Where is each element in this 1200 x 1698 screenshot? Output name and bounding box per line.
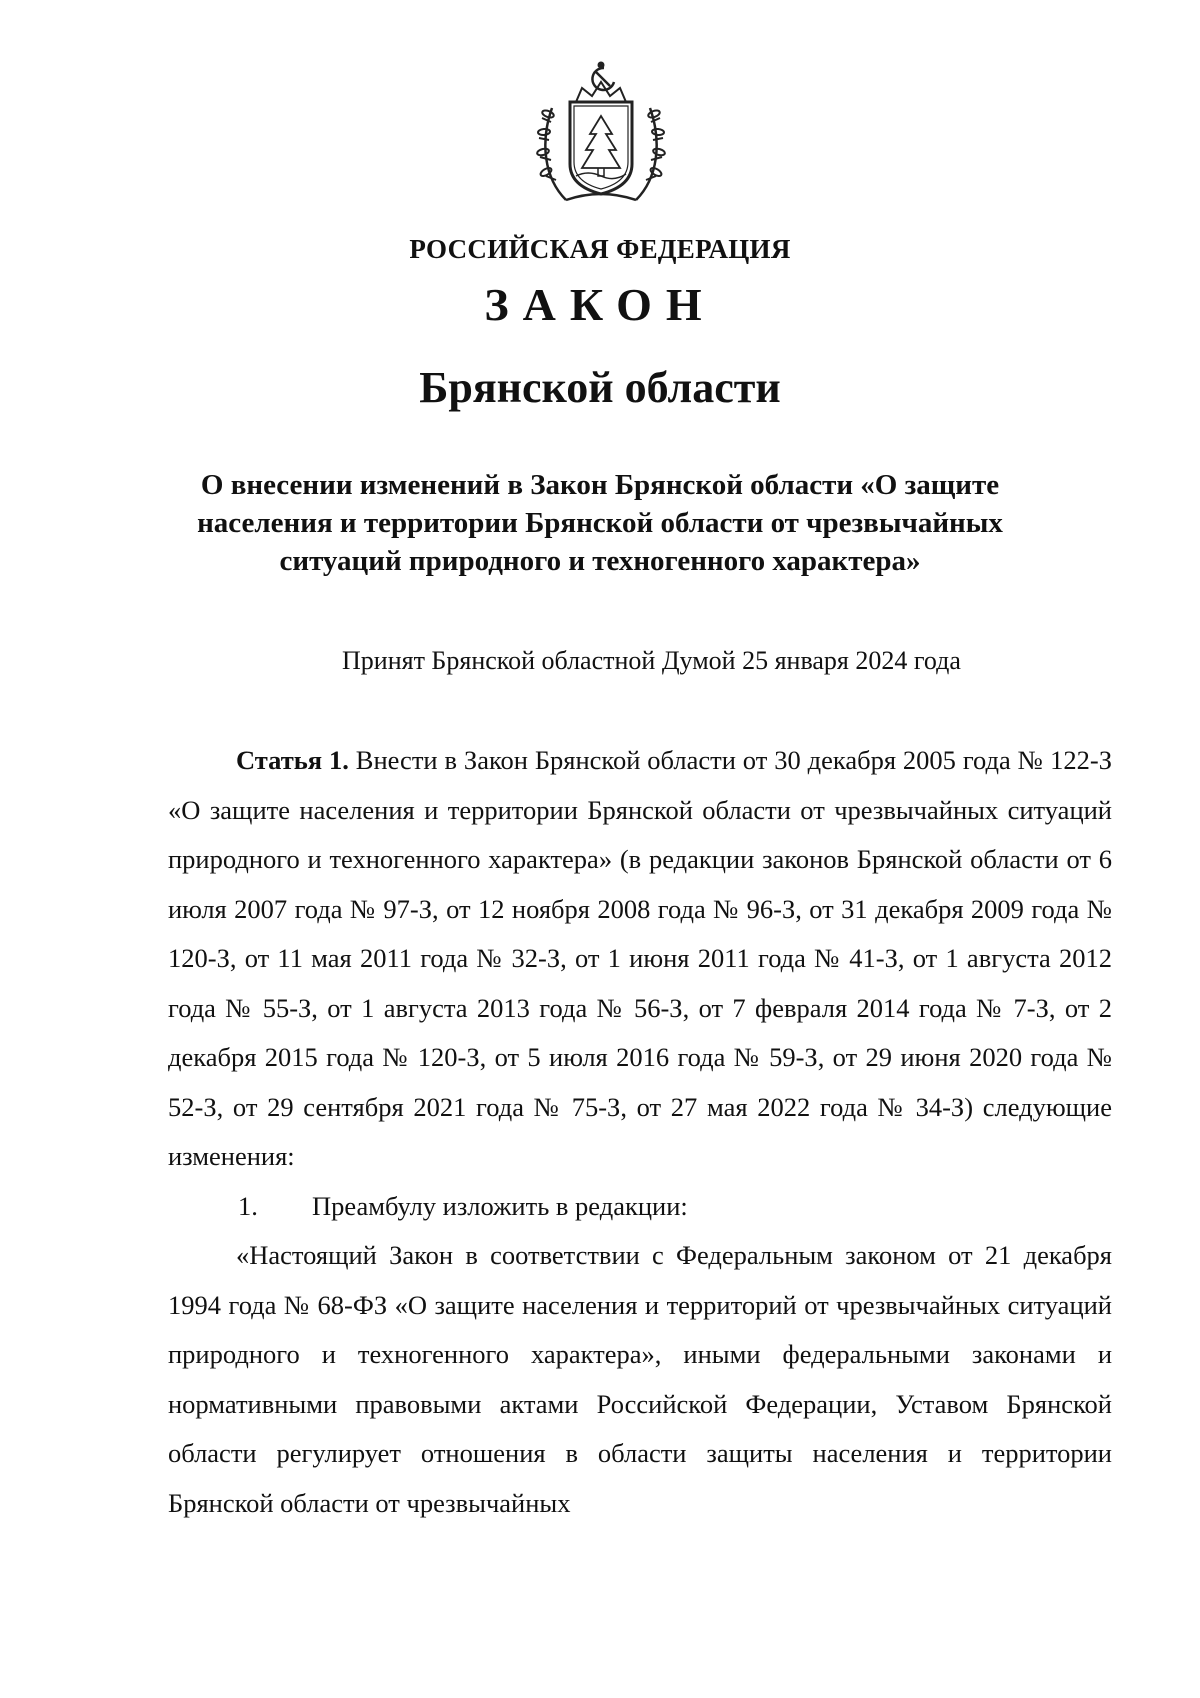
region-heading: Брянской области: [419, 363, 781, 412]
coat-of-arms-emblem: [536, 60, 666, 208]
adoption-note: Принят Брянской областной Думой 25 января 2024 года: [342, 646, 961, 675]
country-heading: РОССИЙСКАЯ ФЕДЕРАЦИЯ: [409, 234, 791, 264]
item-1-text: Преамбулу изложить в редакции:: [312, 1190, 688, 1221]
article-1-label: Статья 1.: [236, 745, 349, 775]
article-1-text: Внести в Закон Брянской области от 30 декабря 2005 года № 122-З «О защите населения и территории Брянской области от чрезвычайных ситуаций природного и техногенного характера» (в редакции законов Брянской области от 6 июля 2007 года № 97-З, от 12 ноября 2008 года № 96-З, от 31 декабря 2009 года № 120-З, от 11 мая 2011 года № 32-З, от 1 июня 2011 года № 41-З, от 1 августа 2012 года № 55-З, от 1 августа 2013 года № 56-З, от 7 февраля 2014 года № 7-З, от 2 декабря 2015 года № 120-З, от 5 июля 2016 года № 59-З, от 29 июня 2020 года № 52-З, от 29 сентября 2021 года № 75-З, от 27 мая 2022 года № 34-З) следующие изменения:: [168, 745, 1113, 1171]
preamble-paragraph: «Настоящий Закон в соответствии с Федеральным законом от 21 декабря 1994 года № 68-ФЗ «О защите населения и территорий от чрезвычайных ситуаций природного и техногенного характера», иными федеральными законами и нормативными правовыми актами Российской Федерации, Уставом Брянской области регулирует отношения в области защиты населения и территории Брянской области от чрезвычайных: [168, 1240, 1112, 1518]
list-item: [168, 1182, 1112, 1232]
document-type-heading: ЗАКОН: [484, 279, 716, 330]
document-body: [168, 736, 1112, 1528]
law-title: О внесении изменений в Закон Брянской области «О защите населения и территории Брянской области от чрезвычайных ситуаций природного и техногенного характера»: [197, 469, 1003, 577]
item-1-number: 1.: [238, 1190, 258, 1221]
article-1-paragraph: [168, 736, 1112, 1182]
